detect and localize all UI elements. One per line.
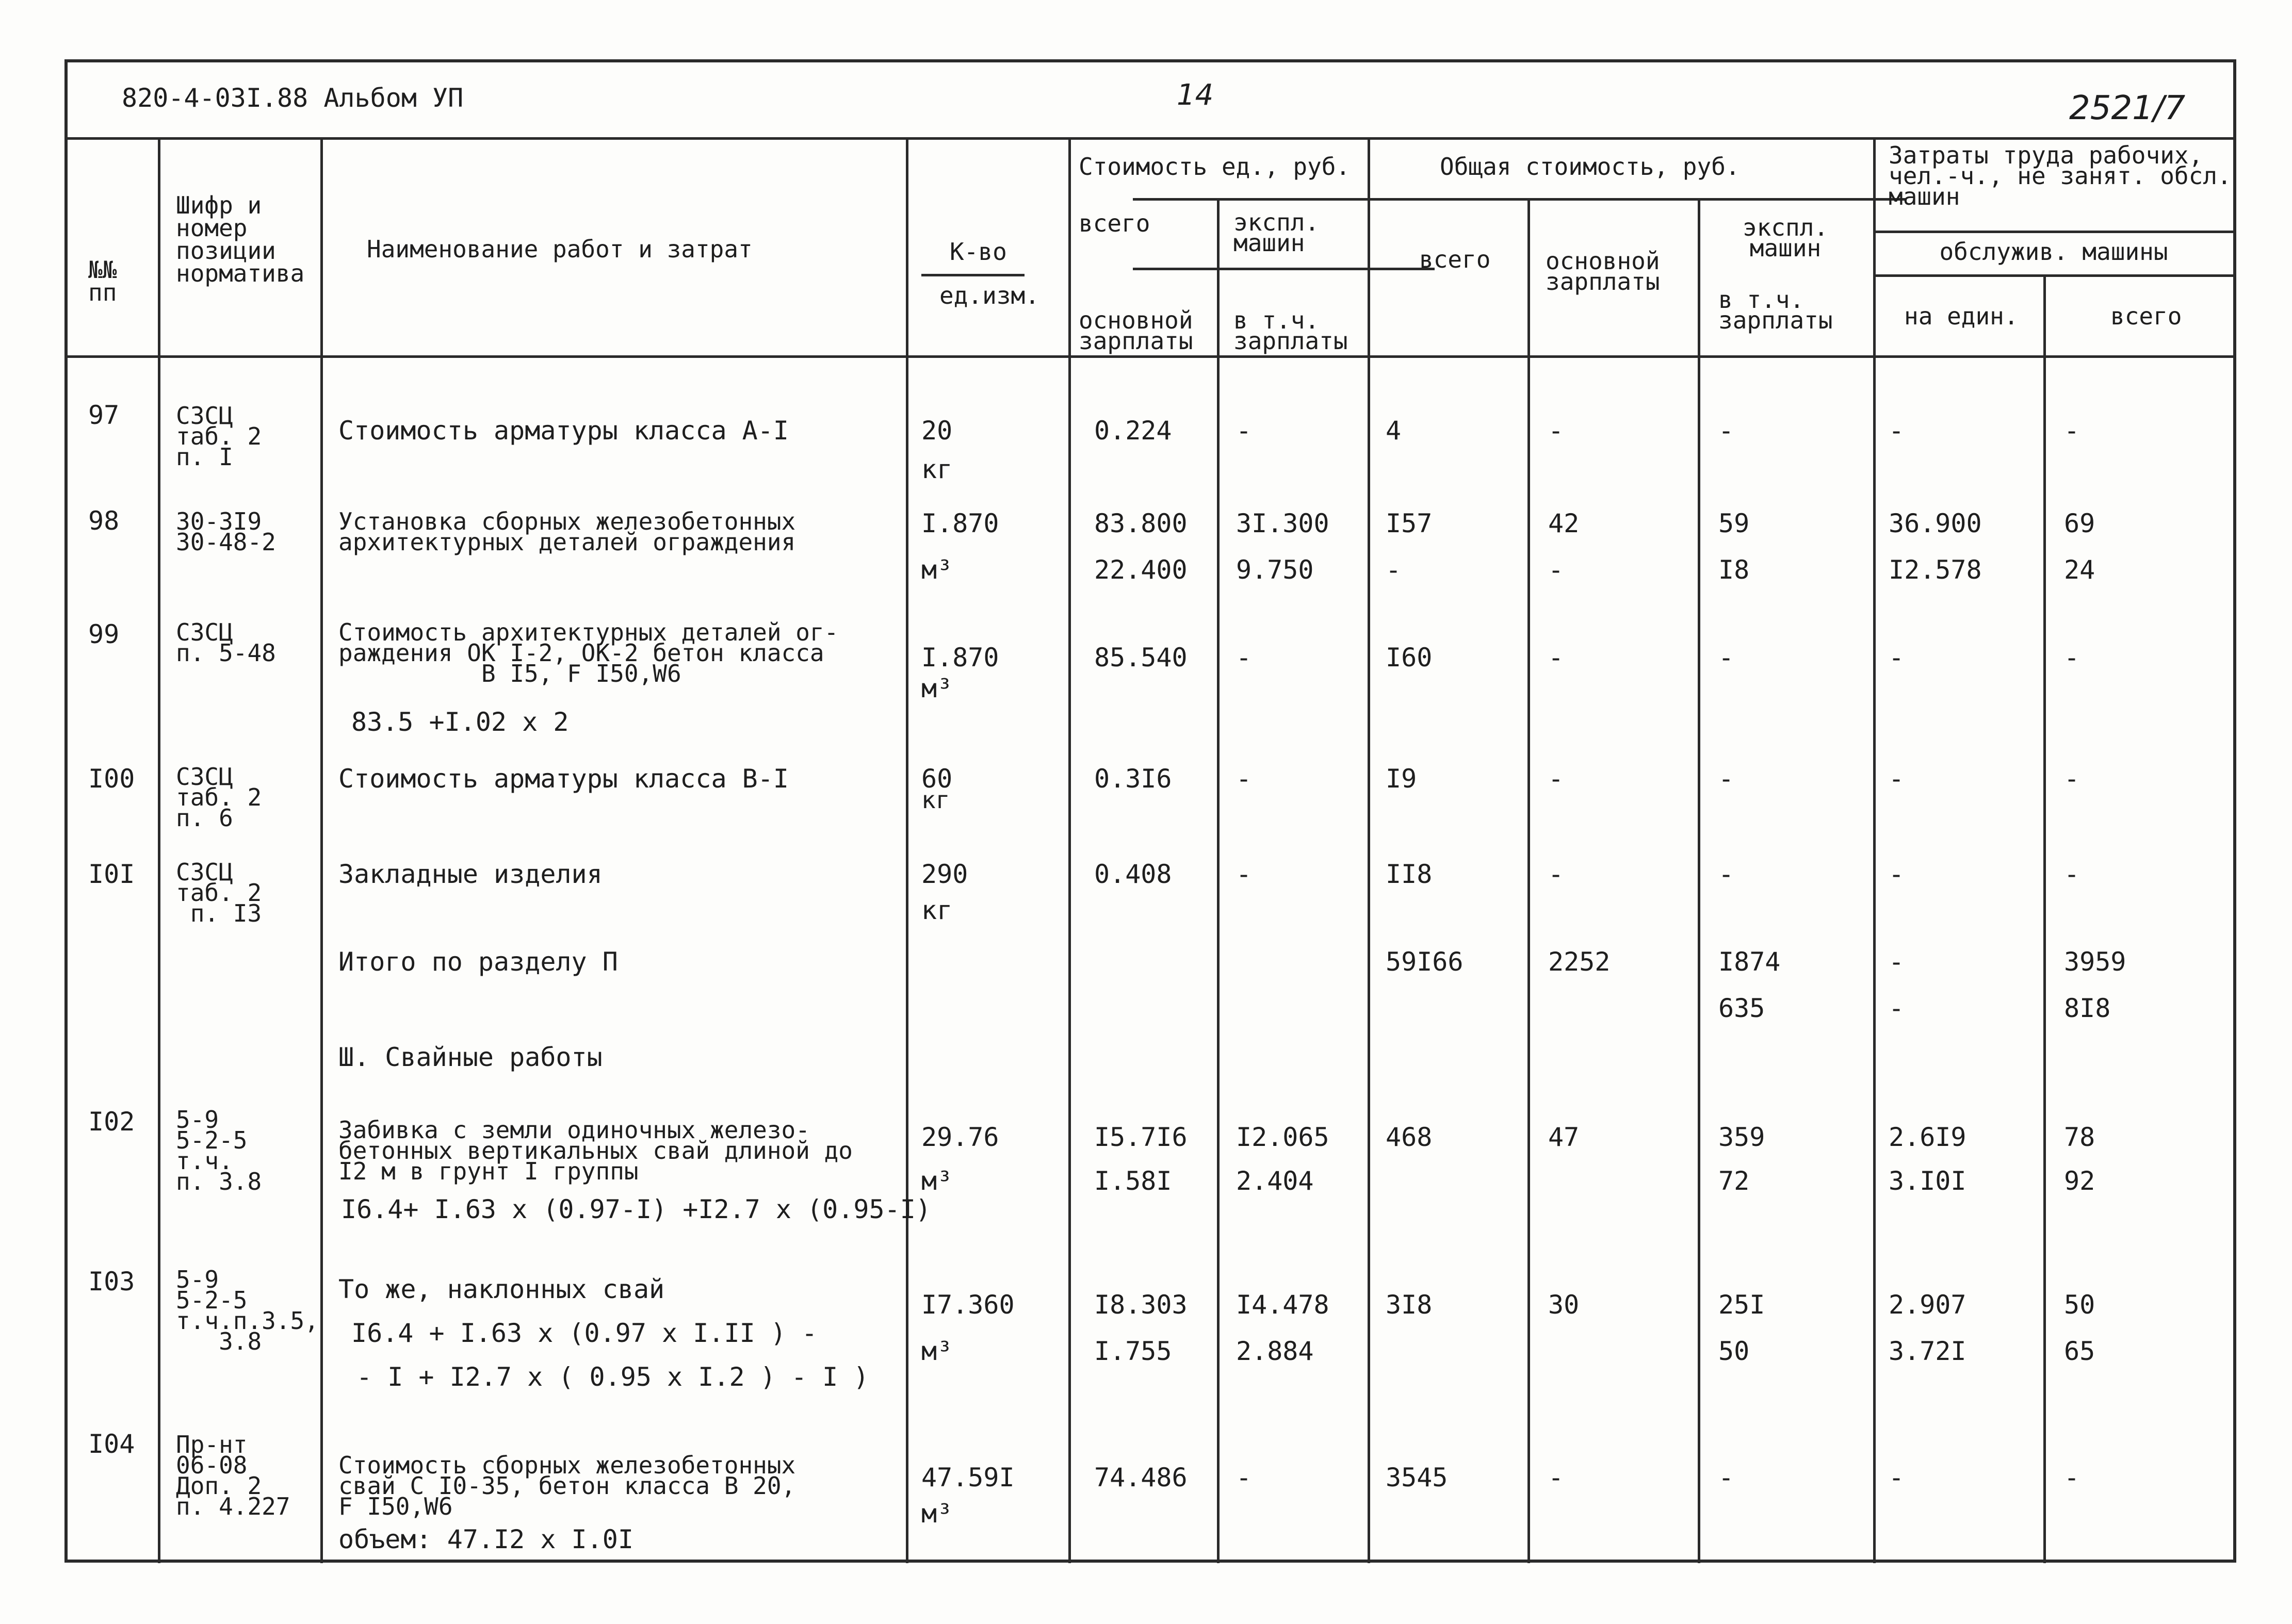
head-unit-mach-wage: в т.ч. зарплаты [1233, 306, 1348, 355]
head-num: №№ пп [88, 256, 117, 306]
col-line-1 [158, 137, 160, 1563]
row-99-unit: м³ [921, 674, 953, 703]
row-99-t-mach: - [1718, 643, 1734, 672]
row-98-t-total2: - [1386, 555, 1402, 585]
row-97-t-wage: - [1548, 416, 1564, 446]
row-101-t-mach: - [1718, 859, 1734, 889]
row-99-t-total: I60 [1386, 643, 1433, 672]
head-labor-serv: обслужив. машины [1939, 238, 2168, 266]
row-102-u-total: I5.7I6 [1094, 1122, 1188, 1152]
head-labor: Затраты труда рабочих, чел.-ч., не занят. обсл. машин [1889, 141, 2232, 210]
subtotal-t-mach-wage: 635 [1718, 993, 1765, 1023]
row-103-u-wage: I.755 [1094, 1336, 1172, 1366]
row-103-code: 5-9 5-2-5 т.ч.п.3.5, 3.8 [176, 1266, 319, 1355]
title-rule [68, 137, 2234, 140]
row-100-qty: 60 [921, 764, 953, 794]
col-line-8 [1698, 198, 1700, 1563]
row-97-l-total: - [2064, 416, 2080, 446]
row-99-code: СЗСЦ п. 5-48 [176, 618, 276, 667]
row-103-unit: м³ [921, 1336, 953, 1366]
head-tot-total: всего [1419, 245, 1491, 273]
row-101-num: I0I [88, 859, 135, 889]
row-102-l-total2: 92 [2064, 1166, 2095, 1196]
row-104-qty: 47.59I [921, 1463, 1015, 1492]
row-98-num: 98 [88, 506, 120, 536]
page-number: 14 [1177, 78, 1214, 112]
row-97-qty: 20 [921, 416, 953, 446]
row-98-l-unit2: I2.578 [1889, 555, 1982, 585]
subtotal-t-mach: I874 [1718, 947, 1781, 977]
row-100-u-mach: - [1236, 764, 1252, 794]
row-98-l-total2: 24 [2064, 555, 2095, 585]
row-100-t-mach: - [1718, 764, 1734, 794]
col-line-10 [2043, 274, 2046, 1563]
head-unit-wage: основной зарплаты [1079, 306, 1193, 355]
row-103-l-total: 50 [2064, 1290, 2095, 1320]
row-102-u-mach-wage: 2.404 [1236, 1166, 1314, 1196]
head-labor-unit: на един. [1904, 302, 2019, 330]
row-104-code: Пр-нт 06-08 Доп. 2 п. 4.227 [176, 1431, 290, 1520]
row-98-name: Установка сборных железобетонных архитектурных деталей ограждения [338, 507, 796, 556]
row-98-l-total: 69 [2064, 508, 2095, 538]
row-97-name: Стоимость арматуры класса А-I [338, 416, 789, 446]
row-101-unit: кг [921, 895, 953, 925]
head-name: Наименование работ и затрат [367, 235, 753, 263]
row-103-l-total2: 65 [2064, 1336, 2095, 1366]
row-98-t-total: I57 [1386, 508, 1433, 538]
row-103-u-mach-wage: 2.884 [1236, 1336, 1314, 1366]
head-labor-total: всего [2110, 302, 2182, 330]
row-102-l-unit2: 3.I0I [1889, 1166, 1966, 1196]
row-99-qty: I.870 [921, 643, 999, 672]
row-97-code: СЗСЦ таб. 2 п. I [176, 402, 262, 471]
header-rule-3 [1133, 268, 1435, 270]
row-101-t-wage: - [1548, 859, 1564, 889]
head-code: Шифр и номер позиции норматива [176, 191, 305, 287]
row-104-l-unit: - [1889, 1463, 1905, 1492]
qty-fraction-line [921, 274, 1025, 276]
row-103-l-unit2: 3.72I [1889, 1336, 1966, 1366]
row-98-u-total: 83.800 [1094, 508, 1188, 538]
row-103-t-total: 3I8 [1386, 1290, 1433, 1320]
row-103-t-mach-wage: 50 [1718, 1336, 1750, 1366]
row-103-num: I03 [88, 1267, 135, 1297]
row-98-t-wage: 42 [1548, 508, 1580, 538]
row-100-code: СЗСЦ таб. 2 п. 6 [176, 763, 262, 832]
header-rule-4 [1873, 274, 2234, 277]
head-qty-top: К-во [950, 238, 1007, 266]
row-98-t-mach: 59 [1718, 508, 1750, 538]
row-97-t-mach: - [1718, 416, 1734, 446]
row-103-qty: I7.360 [921, 1290, 1015, 1320]
row-98-t-wage2: - [1548, 555, 1564, 585]
row-98-u-wage: 22.400 [1094, 555, 1188, 585]
row-100-unit: кг [921, 786, 950, 814]
row-99-u-total: 85.540 [1094, 643, 1188, 672]
row-103-t-mach: 25I [1718, 1290, 1765, 1320]
album-title: 820-4-03I.88 Альбом УП [122, 83, 464, 113]
row-104-unit: м³ [921, 1499, 953, 1529]
row-100-l-unit: - [1889, 764, 1905, 794]
row-104-t-wage: - [1548, 1463, 1564, 1492]
row-98-u-mach: 3I.300 [1236, 508, 1329, 538]
row-103-u-mach: I4.478 [1236, 1290, 1329, 1320]
head-qty-bottom: ед.изм. [939, 282, 1039, 309]
head-unit-cost: Стоимость ед., руб. [1079, 153, 1351, 181]
row-99-num: 99 [88, 619, 120, 649]
col-line-6 [1368, 137, 1370, 1563]
row-100-name: Стоимость арматуры класса В-I [338, 764, 789, 794]
subtotal-l-total: 3959 [2064, 947, 2126, 977]
row-102-unit: м³ [921, 1166, 953, 1196]
row-104-t-mach: - [1718, 1463, 1734, 1492]
row-98-unit: м³ [921, 555, 953, 585]
row-98-qty: I.870 [921, 508, 999, 538]
subtotal-l-unit2: - [1889, 993, 1905, 1023]
row-100-t-wage: - [1548, 764, 1564, 794]
row-101-l-total: - [2064, 859, 2080, 889]
row-103-u-total: I8.303 [1094, 1290, 1188, 1320]
subtotal-l-unit: - [1889, 947, 1905, 977]
col-line-3 [906, 137, 908, 1563]
head-tot-mach-wage: в т.ч. зарплаты [1718, 286, 1833, 334]
row-98-l-unit: 36.900 [1889, 508, 1982, 538]
row-100-t-total: I9 [1386, 764, 1417, 794]
col-line-2 [320, 137, 323, 1563]
section-heading: Ш. Свайные работы [338, 1042, 603, 1072]
row-102-num: I02 [88, 1107, 135, 1137]
row-104-u-total: 74.486 [1094, 1463, 1188, 1492]
row-97-num: 97 [88, 400, 120, 430]
row-99-l-total: - [2064, 643, 2080, 672]
row-101-name: Закладные изделия [338, 859, 603, 889]
row-102-code: 5-9 5-2-5 т.ч. п. 3.8 [176, 1106, 262, 1195]
row-102-l-unit: 2.6I9 [1889, 1122, 1966, 1152]
row-102-name2: I6.4+ I.63 x (0.97-I) +I2.7 x (0.95-I) [341, 1194, 931, 1224]
document-sheet [64, 59, 2236, 1563]
row-98-code: 30-3I9 30-48-2 [176, 507, 276, 556]
header-rule-2 [1873, 231, 2234, 233]
row-98-u-mach-wage: 9.750 [1236, 555, 1314, 585]
header-rule-1 [1133, 198, 1907, 201]
row-99-l-unit: - [1889, 643, 1905, 672]
row-101-l-unit: - [1889, 859, 1905, 889]
row-104-num: I04 [88, 1429, 135, 1459]
col-line-4 [1068, 137, 1071, 1563]
row-103-name: То же, наклонных свай [338, 1274, 665, 1304]
row-102-u-mach: I2.065 [1236, 1122, 1329, 1152]
row-104-t-total: 3545 [1386, 1463, 1448, 1492]
row-101-t-total: II8 [1386, 859, 1433, 889]
row-102-t-wage: 47 [1548, 1122, 1580, 1152]
col-line-9 [1873, 137, 1876, 1563]
row-100-l-total: - [2064, 764, 2080, 794]
row-97-u-mach: - [1236, 416, 1252, 446]
row-101-code: СЗСЦ таб. 2 п. I3 [176, 858, 262, 927]
row-103-name3: - I + I2.7 x ( 0.95 x I.2 ) - I ) [356, 1362, 869, 1392]
row-104-name2: объем: 47.I2 x I.0I [338, 1524, 633, 1554]
row-97-unit: кг [921, 454, 953, 484]
row-97-l-unit: - [1889, 416, 1905, 446]
row-102-name: Забивка с земли одиночных железо- бетонных вертикальных свай длиной до I2 м в грунт I группы [338, 1116, 853, 1185]
subtotal-l-total2: 8I8 [2064, 993, 2111, 1023]
row-102-qty: 29.76 [921, 1122, 999, 1152]
row-103-t-wage: 30 [1548, 1290, 1580, 1320]
row-99-name2: 83.5 +I.02 x 2 [351, 707, 569, 737]
subtotal-t-total: 59I66 [1386, 947, 1464, 977]
head-total-cost: Общая стоимость, руб. [1440, 153, 1740, 181]
row-102-u-wage: I.58I [1094, 1166, 1172, 1196]
row-100-u-total: 0.3I6 [1094, 764, 1172, 794]
row-101-qty: 290 [921, 859, 968, 889]
row-102-t-mach: 359 [1718, 1122, 1765, 1152]
row-104-l-total: - [2064, 1463, 2080, 1492]
row-99-t-wage: - [1548, 643, 1564, 672]
subtotal-t-wage: 2252 [1548, 947, 1611, 977]
row-102-t-mach-wage: 72 [1718, 1166, 1750, 1196]
row-101-u-total: 0.408 [1094, 859, 1172, 889]
col-line-7 [1527, 198, 1530, 1563]
row-99-u-mach: - [1236, 643, 1252, 672]
row-103-name2: I6.4 + I.63 x (0.97 x I.II ) - [351, 1318, 818, 1348]
row-97-t-total: 4 [1386, 416, 1402, 446]
sheet-code: 2521/7 [2069, 89, 2186, 127]
row-101-u-mach: - [1236, 859, 1252, 889]
head-unit-total: всего [1079, 209, 1150, 237]
row-102-t-total: 468 [1386, 1122, 1433, 1152]
head-unit-mach: экспл. машин [1233, 208, 1320, 257]
head-tot-mach: экспл. машин [1742, 214, 1829, 262]
row-97-u-total: 0.224 [1094, 416, 1172, 446]
row-104-name: Стоимость сборных железобетонных свай С I0-35, бетон класса В 20, F I50,W6 [338, 1451, 796, 1520]
row-100-num: I00 [88, 764, 135, 794]
row-99-name: Стоимость архитектурных деталей ог- раждения ОК I-2, ОК-2 бетон класса В I5, F I50,W6 [338, 618, 839, 687]
row-103-l-unit: 2.907 [1889, 1290, 1966, 1320]
row-104-u-mach: - [1236, 1463, 1252, 1492]
head-tot-wage: основной зарплаты [1546, 247, 1660, 296]
col-line-5 [1217, 198, 1220, 1563]
subtotal-label: Итого по разделу П [338, 947, 618, 977]
row-102-l-total: 78 [2064, 1122, 2095, 1152]
header-bottom-rule [68, 355, 2234, 358]
row-98-t-mach-wage: I8 [1718, 555, 1750, 585]
